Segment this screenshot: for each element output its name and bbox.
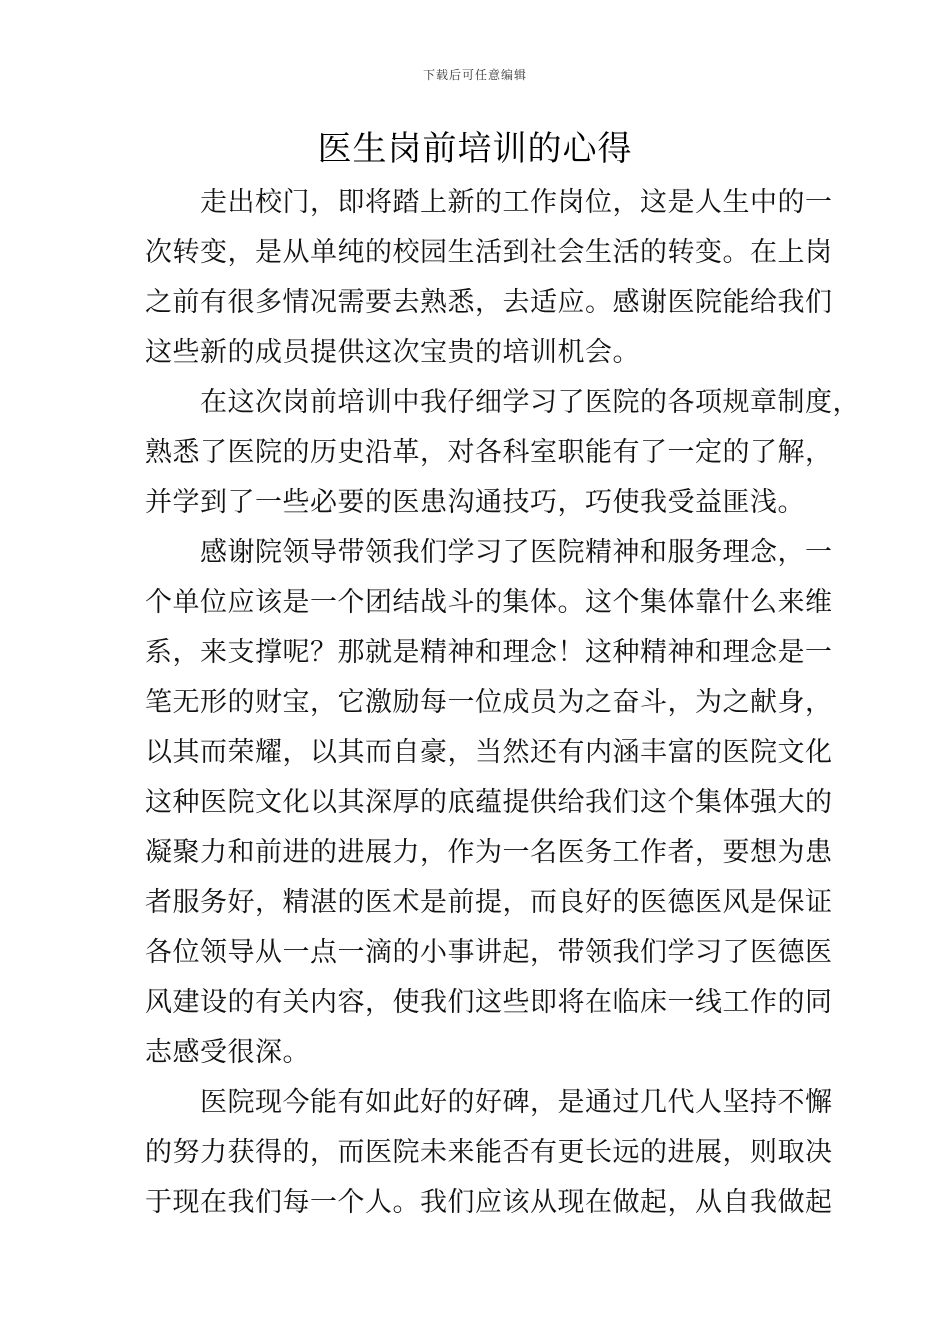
text-line: 在这次岗前培训中我仔细学习了医院的各项规章制度， <box>200 387 860 418</box>
text-line: 风建设的有关内容，使我们这些即将在临床一线工作的同 <box>145 987 833 1018</box>
text-line: 次转变，是从单纯的校园生活到社会生活的转变。在上岗 <box>145 237 833 268</box>
text-line: 这些新的成员提供这次宝贵的培训机会。 <box>145 337 640 368</box>
text-line: 系，来支撑呢？那就是精神和理念！这种精神和理念是一 <box>145 637 833 668</box>
document-body <box>145 178 860 1228</box>
text-line: 于现在我们每一个人。我们应该从现在做起，从自我做起 <box>145 1187 833 1218</box>
text-line: 医院现今能有如此好的好碑，是通过几代人坚持不懈 <box>200 1087 833 1118</box>
text-line: 感谢院领导带领我们学习了医院精神和服务理念，一 <box>200 537 833 568</box>
text-line: 笔无形的财宝，它激励每一位成员为之奋斗，为之献身， <box>145 687 833 718</box>
text-line: 个单位应该是一个团结战斗的集体。这个集体靠什么来维 <box>145 587 833 618</box>
paragraph-2 <box>145 378 860 528</box>
text-line: 以其而荣耀，以其而自豪，当然还有内涵丰富的医院文化 <box>145 737 833 768</box>
text-line: 凝聚力和前进的进展力，作为一名医务工作者，要想为患 <box>145 837 833 868</box>
text-line: 之前有很多情况需要去熟悉，去适应。感谢医院能给我们 <box>145 287 833 318</box>
header-note: 下载后可任意编辑 <box>422 68 527 82</box>
paragraph-4 <box>145 1078 833 1228</box>
text-line: 者服务好，精湛的医术是前提，而良好的医德医风是保证 <box>145 887 833 918</box>
text-line: 的努力获得的，而医院未来能否有更长远的进展，则取决 <box>145 1137 833 1168</box>
text-line: 各位领导从一点一滴的小事讲起，带领我们学习了医德医 <box>145 937 833 968</box>
paragraph-1 <box>145 178 833 378</box>
text-line: 这种医院文化以其深厚的底蕴提供给我们这个集体强大的 <box>145 787 833 818</box>
text-line: 志感受很深。 <box>145 1037 310 1068</box>
paragraph-3 <box>145 528 833 1078</box>
text-line: 熟悉了医院的历史沿革，对各科室职能有了一定的了解， <box>145 437 833 468</box>
document-title: 医生岗前培训的心得 <box>317 129 633 169</box>
text-line: 走出校门，即将踏上新的工作岗位，这是人生中的一 <box>200 187 833 218</box>
text-line: 并学到了一些必要的医患沟通技巧，巧使我受益匪浅。 <box>145 487 805 518</box>
